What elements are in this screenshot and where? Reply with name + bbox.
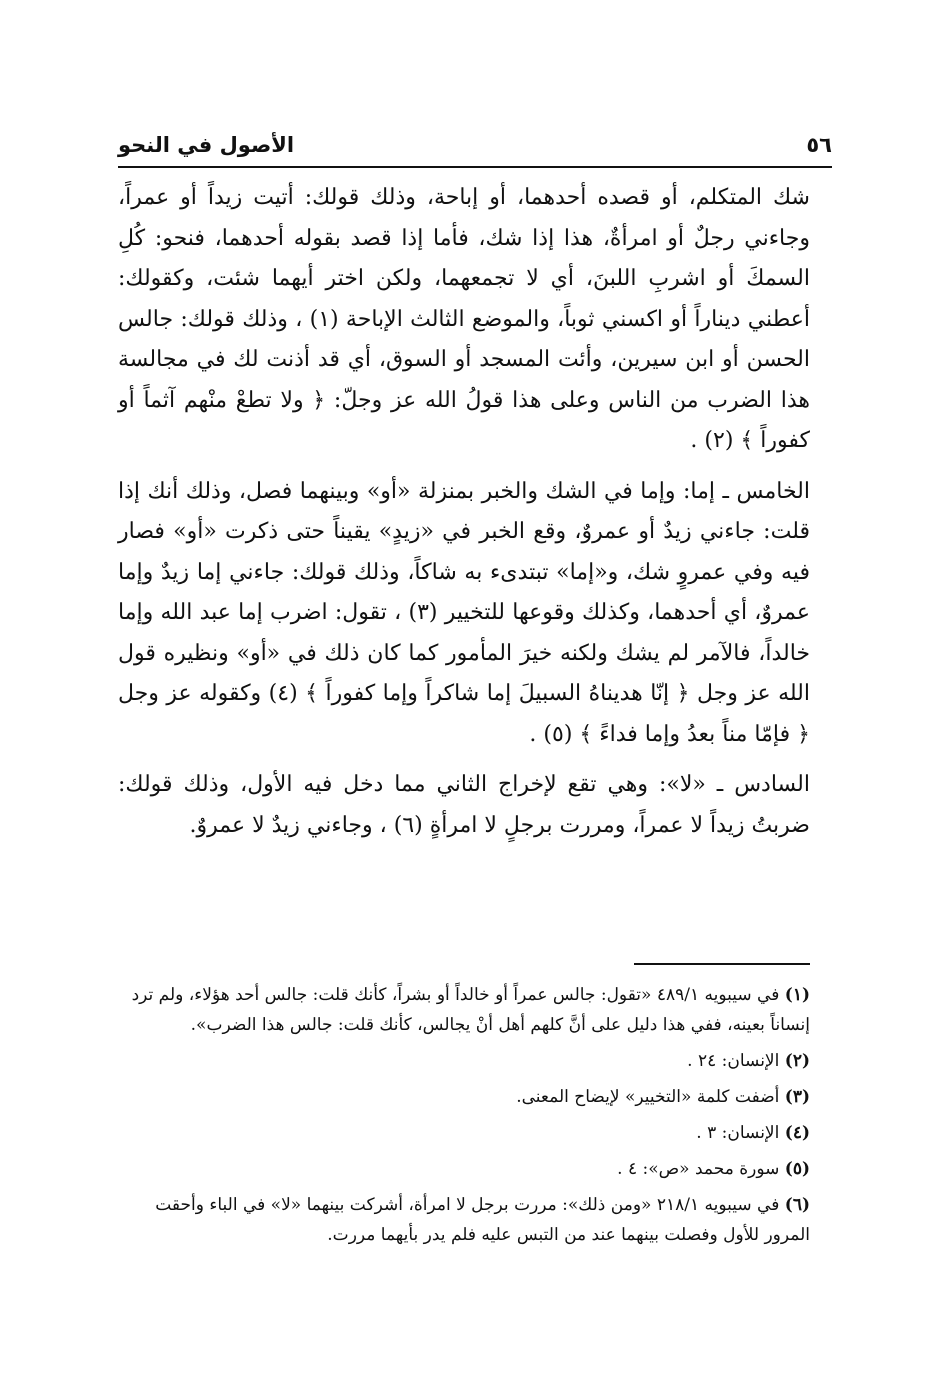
footnote-number: (٦): [784, 1195, 810, 1215]
footnote-text: أضفت كلمة «التخيير» لإيضاح المعنى.: [516, 1087, 780, 1107]
page-header: [118, 128, 832, 162]
footnote-text: في سيبويه ٤٨٩/١ «تقول: جالس عمراً أو خالداً أو بشراً، كأنك قلت: جالس أحد هؤلاء، ولم ترد إنساناً بعينه، ففي هذا دليل على أنَّ كلهم أهل أنْ يجالس، كأنك قلت: جالس هذا الضرب».: [131, 985, 810, 1035]
footnote-5: [118, 1154, 810, 1184]
footnote-number: (٥): [784, 1159, 810, 1179]
main-text: [118, 178, 810, 856]
footnote-text: سورة محمد «ص»: ٤ .: [617, 1159, 780, 1179]
footnote-text: في سيبويه ٢١٨/١ «ومن ذلك»: مررت برجل لا امرأة، أشركت بينهما «لا» في الباء وأحقت المرور للأول وفصلت بينهما عند من التبس عليه فلم يدر بأيهما مررت.: [155, 1195, 810, 1245]
footnote-3: [118, 1082, 810, 1112]
footnote-number: (١): [784, 985, 810, 1005]
footnote-2: [118, 1046, 810, 1076]
footnote-number: (٤): [784, 1123, 810, 1143]
footnote-4: [118, 1118, 810, 1148]
footnote-text: الإنسان: ٣ .: [696, 1123, 780, 1143]
footnote-rule: [634, 963, 810, 965]
footnote-text: الإنسان: ٢٤ .: [687, 1051, 780, 1071]
paragraph-1: شك المتكلم، أو قصده أحدهما، أو إباحة، وذلك قولك: أتيت زيداً أو عمراً، وجاءني رجلٌ أو امرأةٌ، هذا إذا شك، فأما إذا قصد بقوله أحدهما، فنحو: كُلِ السمكَ أو اشربِ اللبنَ، أي لا تجمعهما، ولكن اختر أيهما شئت، وكقولك: أعطني ديناراً أو اكسني ثوباً، والموضع الثالث الإباحة (١) ، وذلك قولك: جالس الحسن أو ابن سيرين، وأئت المسجد أو السوق، أي قد أذنت لك في مجالسة هذا الضرب من الناس وعلى هذا قولُ الله عز وجلّ: ﴿ ولا تطعْ منْهم آثماً أو كفوراً ﴾ (٢) .: [118, 185, 810, 453]
paragraph-3: السادس ـ «لا»: وهي تقع لإخراج الثاني مما دخل فيه الأول، وذلك قولك: ضربتُ زيداً لا عمراً، ومررت برجلٍ لا امرأةٍ (٦) ، وجاءني زيدٌ لا عمروٌ.: [118, 772, 810, 838]
footnotes: [118, 980, 810, 1256]
footnote-number: (٢): [784, 1051, 810, 1071]
paragraph-2: الخامس ـ إما: وإما في الشك والخبر بمنزلة «أو» وبينهما فصل، وذلك أنك إذا قلت: جاءني زيدٌ أو عمروٌ، وقع الخبر في «زيدٍ» يقيناً حتى ذكرت «أو» فصار فيه وفي عمروٍ شك، و«إما» تبتدىء به شاكاً، وذلك قولك: جاءني إما زيدٌ وإما عمروٌ، أي أحدهما، وكذلك وقوعها للتخيير (٣) ، تقول: اضرب إما عبد الله وإما خالداً، فالآمر لم يشك ولكنه خيرَ المأمور كما كان ذلك في «أو» ونظيره قول الله عز وجل ﴿ إنّا هديناهُ السبيلَ إما شاكراً وإما كفوراً ﴾ (٤) وكقوله عز وجل ﴿ فإمّا مناً بعدُ وإما فداءً ﴾ (٥) .: [118, 478, 811, 747]
header-rule: [118, 166, 832, 168]
footnote-6: [118, 1190, 810, 1250]
book-title: الأصول في النحو: [118, 133, 295, 157]
page-number: ٥٦: [806, 133, 832, 157]
footnote-1: [118, 980, 810, 1040]
footnote-number: (٣): [784, 1087, 810, 1107]
